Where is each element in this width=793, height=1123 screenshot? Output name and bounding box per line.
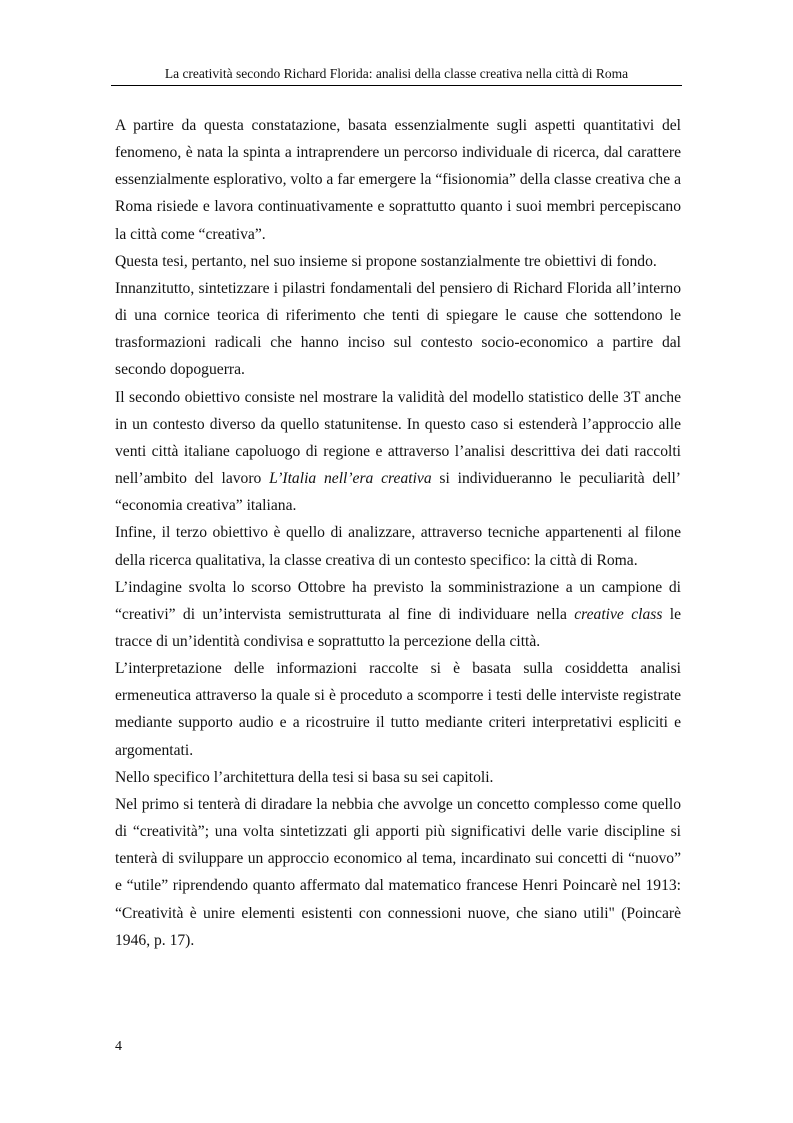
text-run: le tracce di un’identità condivisa e soprattutto la percezione della città.	[115, 605, 681, 650]
running-header: La creatività secondo Richard Florida: analisi della classe creativa nella città di Roma	[164, 66, 629, 81]
text-run: si individueranno le peculiarità dell’ “economia creativa” italiana.	[115, 470, 681, 515]
paragraph	[115, 275, 681, 384]
header-rule	[111, 85, 682, 86]
text-run: Il secondo obiettivo consiste nel mostrare la validità del modello statistico delle 3T anche in un contesto diverso da quello statunitense. In questo caso si estenderà l’approccio alle venti città italiane capoluogo di regione e attraverso l’analisi descrittiva dei dati raccolti nell’ambito del lavoro	[115, 388, 681, 488]
body-text	[115, 112, 681, 954]
italic-text-run: L’Italia nell’era creativa	[269, 470, 432, 488]
paragraph	[115, 764, 681, 791]
text-run: A partire da questa constatazione, basata essenzialmente sugli aspetti quantitativi del fenomeno, è nata la spinta a intraprendere un percorso individuale di ricerca, dal carattere essenzialmente esplorativo, volto a far emergere la “fisionomia” della classe creativa che a Roma risiede e lavora continuativamente e soprattutto quanto i suoi membri percepiscano la città come “creativa”.	[115, 117, 681, 243]
text-run: Infine, il terzo obiettivo è quello di analizzare, attraverso tecniche appartenenti al filone della ricerca qualitativa, la classe creativa di un contesto specifico: la città di Roma.	[115, 524, 681, 569]
text-run: Questa tesi, pertanto, nel suo insieme si propone sostanzialmente tre obiettivi di fondo.	[115, 252, 657, 270]
text-run: Nel primo si tenterà di diradare la nebbia che avvolge un concetto complesso come quello di “creatività”; una volta sintetizzati gli apporti più significativi delle varie discipline si tenterà di sviluppare un approccio economico al tema, incardinato sui concetti di “nuovo” e “utile” riprendendo quanto affermato dal matematico francese Henri Poincarè nel 1913: “Creatività è unire elementi esistenti con connessioni nuove, che siano utili" (Poincarè 1946, p. 17).	[115, 795, 681, 949]
text-run: Innanzitutto, sintetizzare i pilastri fondamentali del pensiero di Richard Florida all’interno di una cornice teorica di riferimento che tenti di spiegare le cause che sottendono le trasformazioni radicali che hanno inciso sul contesto socio-economico a partire dal secondo dopoguerra.	[115, 279, 681, 379]
paragraph	[115, 248, 681, 275]
text-run: L’interpretazione delle informazioni raccolte si è basata sulla cosiddetta analisi ermeneutica attraverso la quale si è proceduto a scomporre i testi delle interviste registrate mediante supporto audio e a ricostruire il tutto mediante criteri interpretativi espliciti e argomentati.	[115, 660, 681, 759]
paragraph	[115, 519, 681, 573]
paragraph	[115, 112, 681, 248]
text-run: Nello specifico l’architettura della tesi si basa su sei capitoli.	[115, 768, 494, 786]
paragraph	[115, 384, 681, 520]
text-run: L’indagine svolta lo scorso Ottobre ha previsto la somministrazione a un campione di “creativi” di un’intervista semistrutturata al fine di individuare nella	[115, 578, 681, 623]
paragraph	[115, 655, 681, 764]
italic-text-run: creative class	[574, 605, 663, 623]
paragraph	[115, 574, 681, 655]
page-number: 4	[115, 1039, 122, 1054]
paragraph	[115, 791, 681, 954]
